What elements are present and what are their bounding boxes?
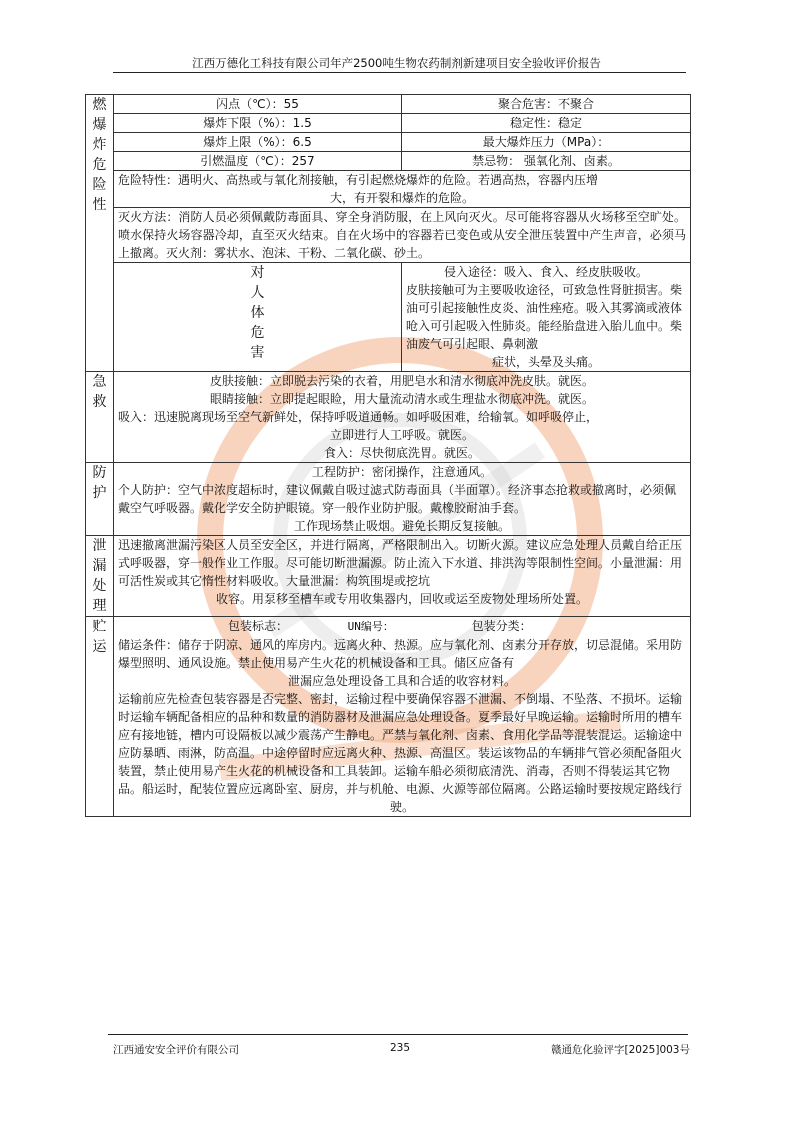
category-protection: 防护 (86, 463, 114, 536)
footer-rule (108, 1034, 688, 1035)
category-health-hazard: 对人体危害 (114, 263, 402, 372)
packaging-mark: 包装标志： (228, 619, 289, 633)
category-leak-handling: 泄漏处理 (86, 536, 114, 617)
category-storage-transport: 贮运 (86, 617, 114, 817)
packaging-class: 包装分类： (471, 619, 532, 633)
page-header-title: 江西万德化工科技有限公司年产2500吨生物农药制剂新建项目安全验收评价报告 (192, 56, 601, 70)
leak-handling-text: 迅速撤离泄漏污染区人员至安全区，并进行隔离，严格限制出入。切断火源。建议应急处理人员戴自给正压式呼吸器，穿一般作业工作服。尽可能切断泄漏源。防止流入下水道、排洪沟等限制性空间。小量泄漏：用可活性炭或其它惰性材料吸收。大量泄漏：构筑围堤或挖坑 收容。用泵移至槽车或专用收集器内，回收或运至废物处理场所处置。 (114, 536, 691, 617)
transport-requirements: 运输前应先检查包装容器是否完整、密封，运输过程中要确保容器不泄漏、不倒塌、不坠落、不损坏。运输时运输车辆配备相应的品种和数量的消防器材及泄漏应急处理设备。夏季最好早晚运输。运输时所用的槽车应有接地链，槽内可设隔板以减少震荡产生静电。严禁与氧化剂、卤素、食用化学品等混装混运。运输途中应防暴晒、雨淋，防高温。中途停留时应远离火种、热源、高温区。装运该物品的车辆排气管必须配备阻火装置，禁止使用易产生火花的机械设备和工具装卸。运输车船必须彻底清洗、消毒，否则不得装运其它物品。船运时，配装位置应远离卧室、厨房，并与机舱、电源、火源等部位隔离。公路运输时要按规定路线行 (118, 692, 683, 796)
storage-transport-text: 包装标志： UN编号： 包装分类： 储运条件：储存于阴凉、通风的库房内。远离火种、热源。应与氧化剂、卤素分开存放，切忌混储。采用防爆型照明、通风设施。禁止使用易产生火花的机械设备和工具。储区应备有 泄漏应急处理设备工具和合适的收容材料。 运输前应先检查包装容器是否完整、密封，运输过程中要确保容器不泄漏、不倒塌、不坠落、不损坏。运输时运输车辆配备相应的品种和数量的消防器材及泄漏应急处理设备。夏季最好早晚运输。运输时所用的槽车应有接地链，槽内可设隔板以减少震荡产生静电。严禁与氧化剂、卤素、食用化学品等混装混运。运输途中应防暴晒、雨淋，防高温。中途停留时应远离火种、热源、高温区。装运该物品的车辆排气管必须配备阻火装置，禁止使用易产生火花的机械设备和工具装卸。运输车船必须彻底清洗、消毒，否则不得装运其它物品。船运时，配装位置应远离卧室、厨房，并与机舱、电源、火源等部位隔离。公路运输时要按规定路线行 驶。 (114, 617, 691, 817)
header-rule (113, 72, 686, 73)
document-number: 赣通危化验评字[2025]003号 (551, 1044, 690, 1056)
extinguishing-method: 灭火方法：消防人员必须佩戴防毒面具、穿全身消防服，在上风向灭火。尽可能将容器从火场移至空旷处。喷水保持火场容器冷却，直至灭火结束。自在火场中的容器若已变色或从安全泄压装置中产生声音，必须马上撤离。灭火剂：雾状水、泡沫、干粉、二氧化碳、砂土。 (114, 208, 691, 263)
first-aid-text: 皮肤接触：立即脱去污染的衣着，用肥皂水和清水彻底冲洗皮肤。就医。 眼睛接触：立即提起眼睑，用大量流动清水或生理盐水彻底冲洗。就医。 吸入：迅速脱离现场至空气新鲜处，保持呼吸道通畅。如呼吸困难，给输氧。如呼吸停止， 立即进行人工呼吸。就医。 食入：尽快彻底洗胃。就医。 (114, 372, 691, 463)
page-number: 235 (389, 1042, 411, 1054)
polymerization-hazard: 聚合危害：不聚合 (402, 95, 691, 114)
explosion-upper-limit: 爆炸上限（%）：6.5 (114, 133, 402, 152)
category-fire-hazard: 燃爆炸危险性 (86, 95, 114, 372)
protection-text: 工程防护：密闭操作，注意通风。 个人防护：空气中浓度超标时，建议佩戴自吸过滤式防毒面具（半面罩）。经济事态抢救或撤离时，必须佩戴空气呼吸器。戴化学安全防护眼镜。穿一般作业防护服。戴橡胶耐油手套。 工作现场禁止吸烟。避免长期反复接触。 (114, 463, 691, 536)
health-hazard-text: 侵入途径：吸入、食入、经皮肤吸收。 皮肤接触可为主要吸收途径，可致急性肾脏损害。柴油可引起接触性皮炎、油性痤疮。吸入其雾滴或液体呛入可引起吸入性肺炎。能经胎盘进入胎儿血中。柴油废气可引起眼、鼻刺激 症状，头晕及头痛。 (402, 263, 691, 372)
stability: 稳定性：稳定 (402, 114, 691, 133)
max-explosion-pressure: 最大爆炸压力（MPa）： (402, 133, 691, 152)
explosion-lower-limit: 爆炸下限（%）：1.5 (114, 114, 402, 133)
ignition-temperature: 引燃温度（℃）：257 (114, 152, 402, 171)
footer-company: 江西通安安全评价有限公司 (113, 1044, 239, 1056)
un-number: UN编号： (347, 620, 394, 633)
storage-conditions: 储运条件：储存于阴凉、通风的库房内。远离火种、热源。应与氧化剂、卤素分开存放，切忌混储。采用防爆型照明、通风设施。禁止使用易产生火花的机械设备和工具。储区应备有 (118, 638, 683, 670)
hazard-characteristics: 危险特性：遇明火、高热或与氧化剂接触，有引起燃烧爆炸的危险。若遇高热，容器内压增 大，有开裂和爆炸的危险。 (114, 171, 691, 208)
category-first-aid: 急救 (86, 372, 114, 463)
flash-point: 闪点（℃）：55 (114, 95, 402, 114)
chemical-safety-table (85, 94, 691, 817)
incompatible-materials: 禁忌物： 强氧化剂、卤素。 (402, 152, 691, 171)
